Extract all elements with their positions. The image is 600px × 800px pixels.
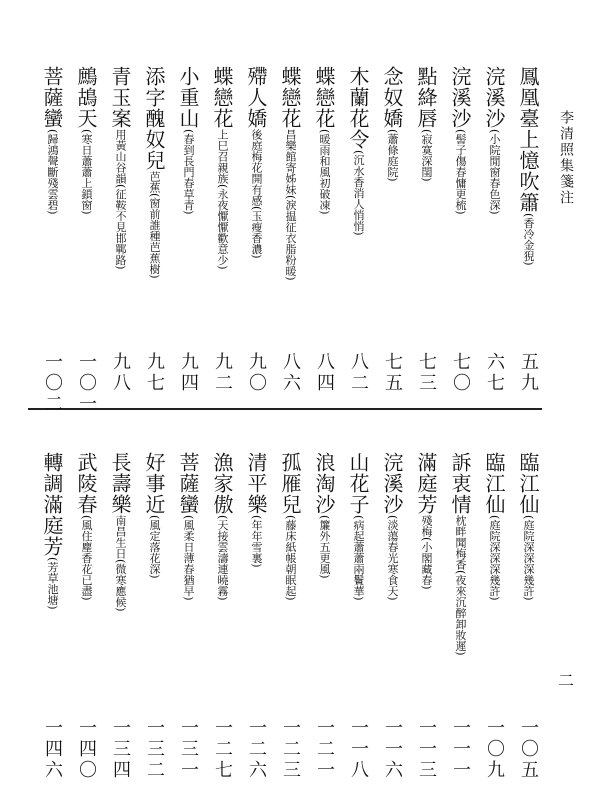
first-line: 春到長門春草青 bbox=[182, 133, 195, 211]
page-ref: 七〇 bbox=[450, 352, 471, 394]
first-line: 寒日蕭蕭上鎖窗 bbox=[80, 133, 93, 211]
tune-title: 武陵春 bbox=[74, 452, 98, 515]
tune-title: 臨江仙 bbox=[482, 452, 506, 515]
page-ref: 一〇二 bbox=[42, 352, 63, 415]
tune-title: 清平樂 bbox=[244, 452, 268, 515]
first-line: 小院閒窗春色深 bbox=[488, 133, 501, 211]
page-ref: 一二一 bbox=[314, 718, 335, 781]
tune-title: 鳳凰臺上憶吹簫 bbox=[516, 66, 540, 213]
tune-title: 浣溪沙 bbox=[380, 452, 404, 515]
page-ref: 一一八 bbox=[348, 718, 369, 781]
first-line: 淚揾征衣脂粉暖 bbox=[284, 199, 297, 277]
page-ref: 九二 bbox=[212, 352, 233, 394]
first-line: 病起蕭蕭兩鬢華 bbox=[352, 519, 365, 597]
first-line: 庭院深深深幾許 bbox=[488, 519, 501, 597]
tune-title: 木蘭花令 bbox=[346, 66, 370, 150]
page-ref: 一一六 bbox=[382, 718, 403, 781]
poem-subtitle: 南昌生日 bbox=[114, 515, 127, 559]
tune-title: 浪淘沙 bbox=[312, 452, 336, 515]
page-ref: 五九 bbox=[518, 352, 539, 394]
first-line: 風住塵香花已盡 bbox=[80, 519, 93, 597]
page-ref: 一三一 bbox=[178, 718, 199, 781]
page-ref: 一四六 bbox=[42, 718, 63, 781]
poem-subtitle: 昌樂館寄姊妹 bbox=[284, 129, 297, 195]
first-line: 淡蕩春光寒食天 bbox=[386, 519, 399, 597]
page-ref: 一〇五 bbox=[518, 718, 539, 781]
page-ref: 七五 bbox=[382, 352, 403, 394]
first-line: 微寒應候 bbox=[114, 563, 127, 608]
page-ref: 九八 bbox=[110, 352, 131, 394]
poem-subtitle: 用黃山谷韻 bbox=[114, 129, 127, 184]
page-ref: 一二六 bbox=[246, 718, 267, 781]
tune-title: 菩薩蠻 bbox=[176, 452, 200, 515]
first-line: 藤床紙帳朝眠起 bbox=[284, 519, 297, 597]
first-line: 征鞍不見邯鄲路 bbox=[114, 188, 127, 266]
tune-title: 長壽樂 bbox=[108, 452, 132, 515]
tune-title: 轉調滿庭芳 bbox=[40, 452, 64, 557]
first-line: 風柔日薄春猶早 bbox=[182, 519, 195, 597]
tune-title: 鷓鴣天 bbox=[74, 66, 98, 129]
page-ref: 九〇 bbox=[246, 352, 267, 394]
first-line: 沉水香消人悄悄 bbox=[352, 154, 365, 232]
page-ref: 一二三 bbox=[280, 718, 301, 781]
first-line: 芳草池塘 bbox=[46, 561, 59, 606]
poem-subtitle: 枕畔聞梅香 bbox=[454, 515, 467, 570]
tune-title: 菩薩蠻 bbox=[40, 66, 64, 129]
tune-title: 殢人嬌 bbox=[244, 66, 268, 129]
first-line: 天接雲濤連曉霧 bbox=[216, 519, 229, 597]
page-ref: 一四〇 bbox=[76, 718, 97, 781]
tune-title: 浣溪沙 bbox=[448, 66, 472, 129]
first-line: 蕭條庭院 bbox=[386, 133, 399, 178]
page-ref: 九七 bbox=[144, 352, 165, 394]
tune-title: 蝶戀花 bbox=[210, 66, 234, 129]
tune-title: 孤雁兒 bbox=[278, 452, 302, 515]
first-line: 寂寞深閨 bbox=[420, 133, 433, 178]
tune-title: 好事近 bbox=[142, 452, 166, 515]
tune-title: 添字醜奴兒 bbox=[142, 66, 166, 171]
first-line: 小閣藏春 bbox=[420, 541, 433, 586]
first-line: 窗前誰種芭蕉樹 bbox=[148, 197, 161, 275]
page-ref: 一三四 bbox=[110, 718, 131, 781]
tune-title: 山花子 bbox=[346, 452, 370, 515]
page-ref: 八四 bbox=[314, 352, 335, 394]
tune-title: 小重山 bbox=[176, 66, 200, 129]
tune-title: 浣溪沙 bbox=[482, 66, 506, 129]
page-ref: 九四 bbox=[178, 352, 199, 394]
page-ref: 八六 bbox=[280, 352, 301, 394]
poem-subtitle: 殘梅 bbox=[420, 515, 433, 537]
first-line: 髻子傷春慵更梳 bbox=[454, 133, 467, 211]
tune-title: 青玉案 bbox=[108, 66, 132, 129]
first-line: 庭院深深深幾許 bbox=[522, 519, 535, 597]
page-ref: 六七 bbox=[484, 352, 505, 394]
first-line: 簾外五更風 bbox=[318, 519, 331, 575]
first-line: 暖雨和風初破凍 bbox=[318, 133, 331, 211]
page-ref: 八二 bbox=[348, 352, 369, 394]
page-ref: 一二七 bbox=[212, 718, 233, 781]
tune-title: 念奴嬌 bbox=[380, 66, 404, 129]
first-line: 風定落花深 bbox=[148, 519, 161, 575]
first-line: 夜來沉醉卸妝遲 bbox=[454, 574, 467, 652]
page-ref: 一〇一 bbox=[76, 352, 97, 415]
page-ref: 七三 bbox=[416, 352, 437, 394]
tune-title: 蝶戀花 bbox=[312, 66, 336, 129]
first-line: 歸鴻聲斷殘雲碧 bbox=[46, 133, 59, 211]
poem-subtitle: 上巳召親族 bbox=[216, 129, 229, 184]
tune-title: 漁家傲 bbox=[210, 452, 234, 515]
page-ref: 一一一 bbox=[450, 718, 471, 781]
first-line: 年年雪裏 bbox=[250, 519, 263, 564]
poem-subtitle: 後庭梅花開有感 bbox=[250, 129, 263, 206]
page-ref: 一三二 bbox=[144, 718, 165, 781]
section-divider bbox=[28, 408, 542, 410]
tune-title: 訴衷情 bbox=[448, 452, 472, 515]
first-line: 香冷金猊 bbox=[522, 217, 535, 262]
page-ref: 一一三 bbox=[416, 718, 437, 781]
running-head: 李清照集箋注 bbox=[558, 110, 574, 206]
page: 李清照集箋注 二 鳳凰臺上憶吹簫(香冷金猊) 五九 浣溪沙(小院閒窗春色深) 六七 浣溪沙(髻子傷春慵更梳) 七〇 點絳唇(寂寞深閨) 七三 念奴嬌(蕭條庭院) 七五 木蘭花令(沉水香消人悄悄) 八二 蝶戀花(暖雨和風初破凍) 八四 蝶戀花昌樂館寄姊妹(淚揾征衣脂粉暖) 八六 殢人嬌後庭梅花開有感(玉瘦香濃) 九〇 蝶戀花上巳召親族(永夜懨懨歡意少) 九二 小重山(春到長門春草青) 九四 添字醜奴兒芭蕉(窗前誰種芭蕉樹) 九七 青玉案用黃山谷韻(征鞍不見邯鄲路) 九八 鷓鴣天(寒日蕭蕭上鎖窗) 一〇一 菩薩蠻(歸鴻聲斷殘雲碧) 一〇二 臨江仙(庭院深深深幾許) 一〇五 臨江仙(庭院深深深幾許) 一〇九 訴衷情枕畔聞梅香(夜來沉醉卸妝遲) 一一一 滿庭芳殘梅(小閣藏春) 一一三 浣溪沙(淡蕩春光寒食天) 一一六 山花子(病起蕭蕭兩鬢華) 一一八 浪淘沙(簾外五更風) 一二一 孤雁兒(藤床紙帳朝眠起) 一二三 清平樂(年年雪裏) 一二六 漁家傲(天接雲濤連曉霧) 一二七 菩薩蠻(風柔日薄春猶早) 一三一 好事近(風定落花深) 一三二 長壽樂南昌生日(微寒應候) 一三四 武陵春(風住塵香花已盡) 一四〇 轉調滿庭芳(芳草池塘) 一四六 bbox=[0, 0, 600, 800]
poem-subtitle: 芭蕉 bbox=[148, 171, 161, 193]
tune-title: 點絳唇 bbox=[414, 66, 438, 129]
tune-title: 滿庭芳 bbox=[414, 452, 438, 515]
first-line: 玉瘦香濃 bbox=[250, 210, 263, 255]
tune-title: 臨江仙 bbox=[516, 452, 540, 515]
page-ref: 一〇九 bbox=[484, 718, 505, 781]
tune-title: 蝶戀花 bbox=[278, 66, 302, 129]
page-number: 二 bbox=[557, 671, 574, 690]
first-line: 永夜懨懨歡意少 bbox=[216, 188, 229, 266]
